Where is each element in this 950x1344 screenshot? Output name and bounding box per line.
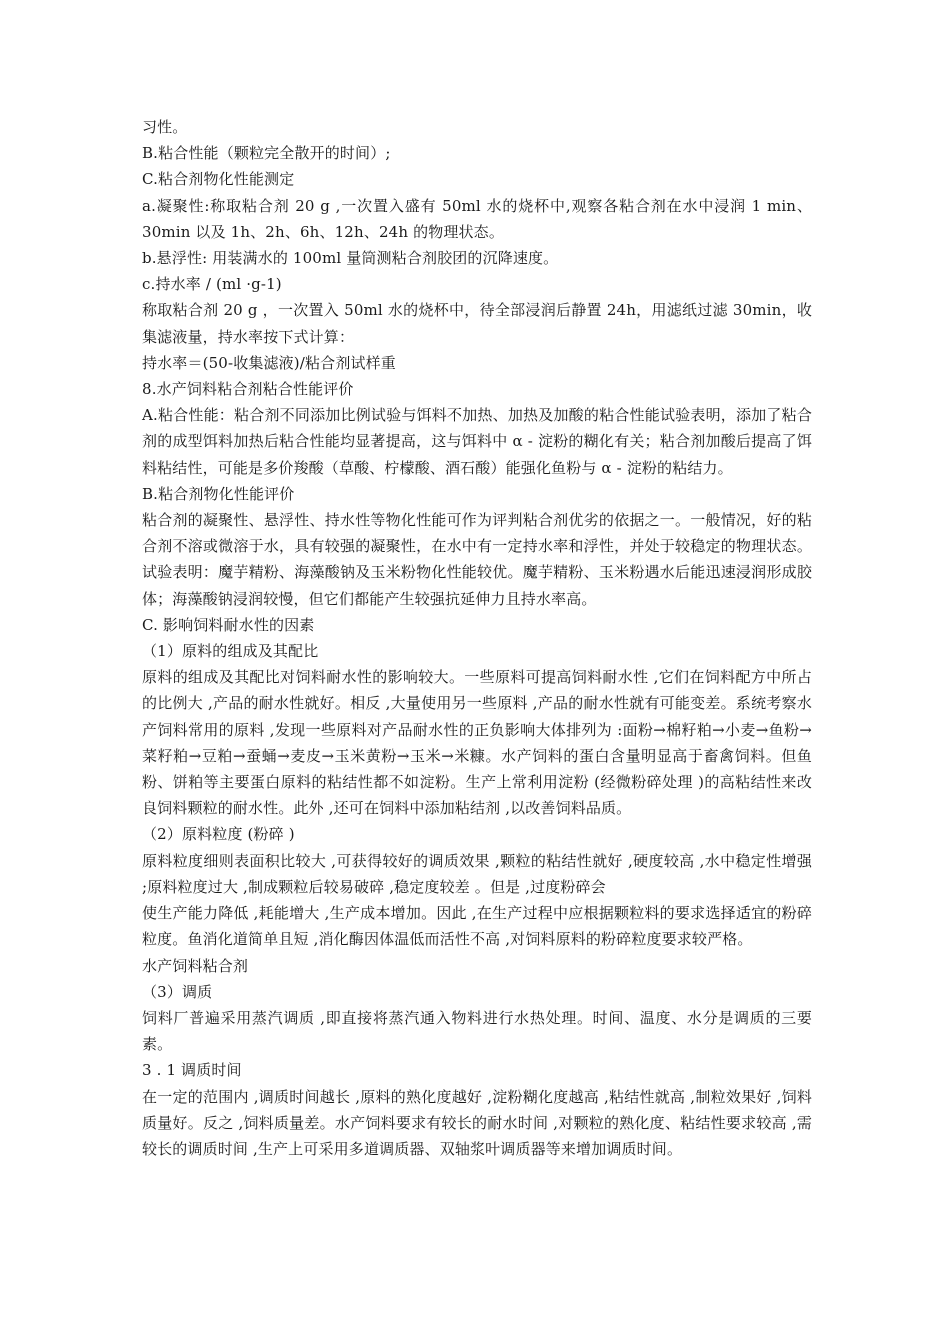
paragraph: 粘合剂的凝聚性、悬浮性、持水性等物化性能可作为评判粘合剂优劣的依据之一。一般情况，好的粘合剂不溶或微溶于水，具有较强的凝聚性，在水中有一定持水率和浮性，并处于较稳定的物理状态。试验表明：魔芋精粉、海藻酸钠及玉米粉物化性能较优。魔芋精粉、玉米粉遇水后能迅速浸润形成胶体；海藻酸钠浸润较慢，但它们都能产生较强抗延伸力且持水率高。 (142, 511, 812, 608)
subsection-heading: （3）调质 (142, 982, 213, 1001)
paragraph: 使生产能力降低 ,耗能增大 ,生产成本增加。因此 ,在生产过程中应根据颗粒料的要求选择适宜的粉碎粒度。鱼消化道简单且短 ,消化酶因体温低而活性不高 ,对饲料原料的粉碎粒度要求较严格。 (142, 904, 812, 949)
text-line: c.持水率 / (ml ·g-1) (142, 275, 282, 294)
paragraph: a.凝聚性:称取粘合剂 20 g ,一次置入盛有 50ml 水的烧杯中,观察各粘合剂在水中浸润 1 min、30min 以及 1h、2h、6h、12h、24h 的物理状态。 (142, 196, 812, 241)
subsection-heading: 3 . 1 调质时间 (142, 1061, 242, 1080)
paragraph: 饲料厂普遍采用蒸汽调质 ,即直接将蒸汽通入物料进行水热处理。时间、温度、水分是调质的三要素。 (142, 1008, 812, 1054)
paragraph: 原料的组成及其配比对饲料耐水性的影响较大。一些原料可提高饲料耐水性 ,它们在饲料配方中所占的比例大 ,产品的耐水性就好。相反 ,大量使用另一些原料 ,产品的耐水性就有可能变差。系统考察水产饲料常用的原料 ,发现一些原料对产品耐水性的正负影响大体排列为 :面粉→棉籽粕→小麦→鱼粉→菜籽粕→豆粕→蚕蛹→麦皮→玉米黄粉→玉米→米糠。水产饲料的蛋白含量明显高于畜禽饲料。但鱼粉、饼粕等主要蛋白原料的粘结性都不如淀粉。生产上常利用淀粉 (经微粉碎处理 )的高粘结性来改良饲料颗粒的耐水性。此外 ,还可在饲料中添加粘结剂 ,以改善饲料品质。 (142, 668, 812, 818)
paragraph: A.粘合性能：粘合剂不同添加比例试验与饵料不加热、加热及加酸的粘合性能试验表明，添加了粘合剂的成型饵料加热后粘合性能均显著提高，这与饵料中 α - 淀粉的糊化有关；粘合剂加酸后提高了饵料粘结性，可能是多价羧酸（草酸、柠檬酸、酒石酸）能强化鱼粉与 α - 淀粉的粘结力。 (142, 406, 812, 477)
text-line: B.粘合性能（颗粒完全散开的时间）; (142, 144, 391, 163)
paragraph: 称取粘合剂 20 g ，一次置入 50ml 水的烧杯中，待全部浸润后静置 24h，用滤纸过滤 30min，收集滤液量，持水率按下式计算： (142, 301, 812, 346)
text-line: 习性。 (142, 118, 188, 136)
section-heading: C. 影响饲料耐水性的因素 (142, 615, 315, 634)
section-heading: 8.水产饲料粘合剂粘合性能评价 (142, 380, 354, 399)
subsection-heading: （2）原料粒度 (粉碎 ) (142, 825, 295, 844)
subsection-heading: （1）原料的组成及其配比 (142, 642, 319, 661)
paragraph: 在一定的范围内 ,调质时间越长 ,原料的熟化度越好 ,淀粉糊化度越高 ,粘结性就高 ,制粒效果好 ,饲料质量好。反之 ,饲料质量差。水产饲料要求有较长的耐水时间 ,对颗粒的熟化度、粘结性要求较高 ,需较长的调质时间 ,生产上可采用多道调质器、双轴浆叶调质器等来增加调质时间。 (142, 1087, 812, 1158)
section-heading: C.粘合剂物化性能测定 (142, 170, 295, 189)
section-heading: B.粘合剂物化性能评价 (142, 484, 295, 503)
formula-line: 持水率＝(50-收集滤液)/粘合剂试样重 (142, 353, 396, 372)
paragraph: 原料粒度细则表面积比较大 ,可获得较好的调质效果 ,颗粒的粘结性就好 ,硬度较高 ,水中稳定性增强 ;原料粒度过大 ,制成颗粒后较易破碎 ,稳定度较差 。但是 ,过度粉碎会 (142, 851, 812, 896)
paragraph: b.悬浮性: 用装满水的 100ml 量筒测粘合剂胶团的沉降速度。 (142, 249, 559, 268)
text-line: 水产饲料粘合剂 (142, 956, 249, 975)
document-body (142, 114, 812, 1162)
